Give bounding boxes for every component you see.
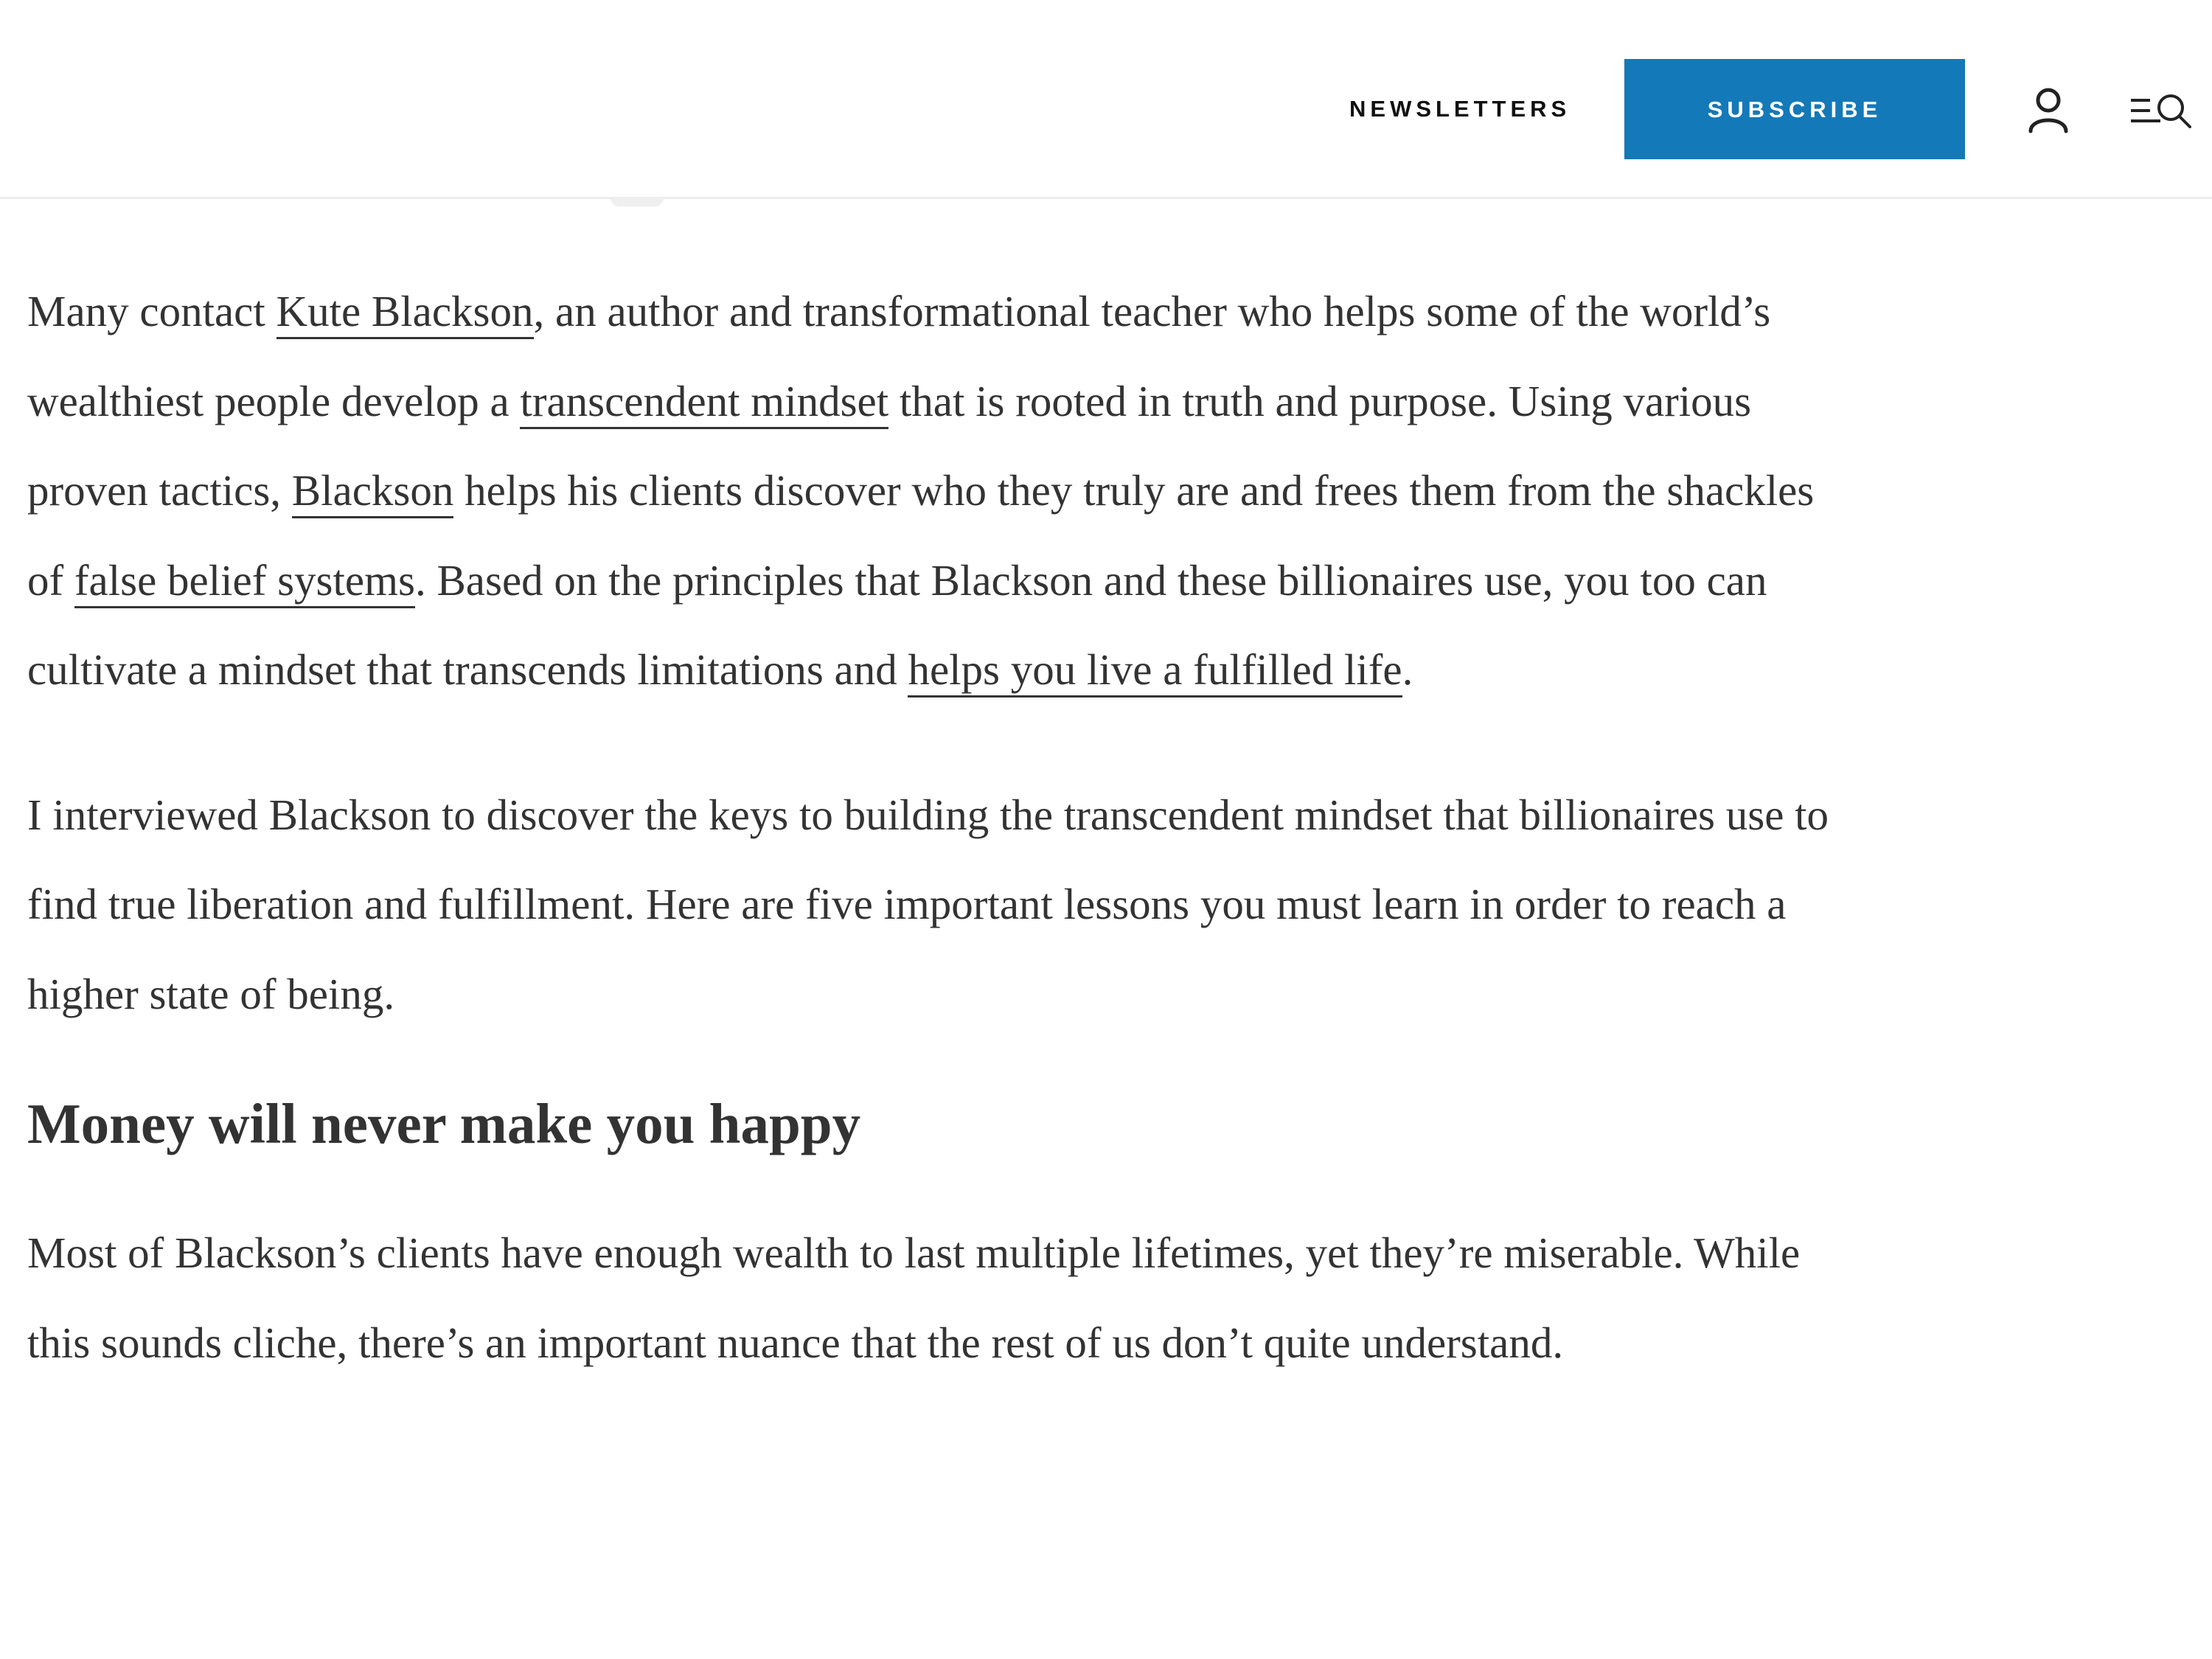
menu-search-icon[interactable] (2128, 81, 2196, 140)
article-paragraph-intro (27, 267, 1841, 715)
paragraph-text: Many contact (27, 287, 276, 335)
paragraph-text: . (1402, 645, 1413, 694)
paragraph-text: helps his clients discover who they truly are and frees them from the shackles of (27, 466, 1815, 605)
newsletters-link[interactable]: NEWSLETTERS (1349, 96, 1571, 122)
subscribe-button[interactable]: SUBSCRIBE (1624, 59, 1965, 159)
paragraph-text: , an author and transformational teacher who helps some of the world’s wealthiest people develop a (27, 287, 1771, 425)
link-false-belief-systems[interactable]: false belief systems (74, 556, 415, 608)
link-fulfilled-life[interactable]: helps you live a fulfilled life (908, 645, 1402, 698)
user-icon[interactable] (2019, 81, 2078, 140)
section-heading: Money will never make you happy (27, 1092, 861, 1155)
article-paragraph-interview: I interviewed Blackson to discover the keys to building the transcendent mindset that billionaires use to find true liberation and fulfillment. Here are five important lessons you must learn in order to reach a higher state of being. (27, 790, 1829, 1018)
article-body (27, 267, 1841, 1388)
article-paragraph-money: Most of Blackson’s clients have enough wealth to last multiple lifetimes, yet they’re miserable. While this sounds cliche, there’s an important nuance that the rest of us don’t quite understand. (27, 1228, 1801, 1367)
link-blackson[interactable]: Blackson (292, 466, 454, 518)
link-transcendent-mindset[interactable]: transcendent mindset (520, 377, 888, 429)
site-header (0, 0, 2212, 199)
paragraph-text: . Based on the principles that Blackson and these billionaires use, you too can cultivate a mindset that transcends limitations and (27, 555, 1767, 694)
header-shadow-tab (611, 198, 664, 206)
paragraph-text: that is rooted in truth and purpose. Using various proven tactics, (27, 376, 1752, 515)
link-kute-blackson[interactable]: Kute Blackson (276, 287, 534, 339)
